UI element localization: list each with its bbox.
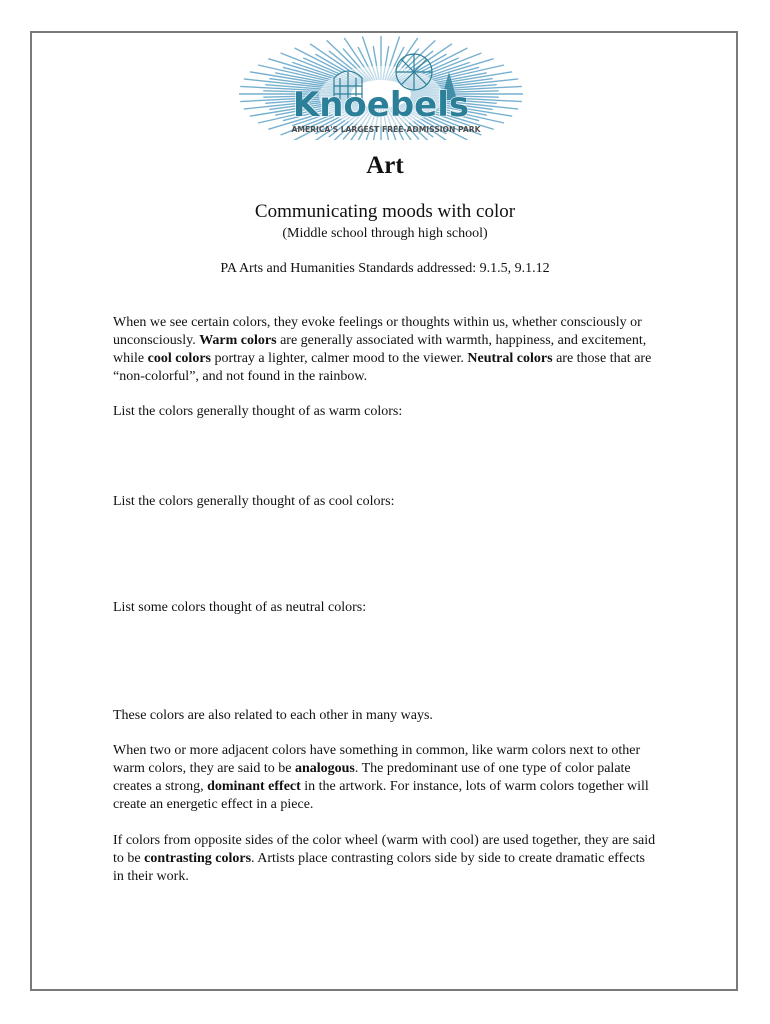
intro-paragraph: When we see certain colors, they evoke feelings or thoughts within us, whether consciously or unconsciously. Warm colors are generally associated with warmth, happiness, and excitement, while cool colors portray a lighter, calmer mood to the viewer. Neutral colors are those that are “non-colorful”, and not found in the rainbow. [113,315,652,384]
related-paragraph: These colors are also related to each other in many ways. [113,708,433,723]
contrasting-paragraph: If colors from opposite sides of the color wheel (warm with cool) are used together, they are said to be contrasting colors. Artists place contrasting colors side by side to create dramatic effects in their work. [113,833,656,884]
knoebels-logo [236,34,526,140]
standards-line: PA Arts and Humanities Standards addressed: 9.1.5, 9.1.12 [220,261,550,276]
neutral-colors-question: List some colors thought of as neutral colors: [113,600,367,615]
page-subtitle: Communicating moods with color [254,201,516,222]
grade-level: (Middle school through high school) [282,226,488,241]
cool-colors-question: List the colors generally thought of as cool colors: [113,494,395,509]
logo-tagline-text: AMERICA'S LARGEST FREE-ADMISSION PARK [291,125,481,134]
analogous-paragraph: When two or more adjacent colors have something in common, like warm colors next to other warm colors, they are said to be analogous. The predominant use of one type of color palate creates a strong, dominant effect in the artwork. For instance, lots of warm colors together will create an energetic effect in a piece. [113,743,649,812]
warm-colors-question: List the colors generally thought of as warm colors: [113,404,403,419]
logo-brand-text: Knoebels [292,85,470,125]
page-title: Art [366,152,404,179]
